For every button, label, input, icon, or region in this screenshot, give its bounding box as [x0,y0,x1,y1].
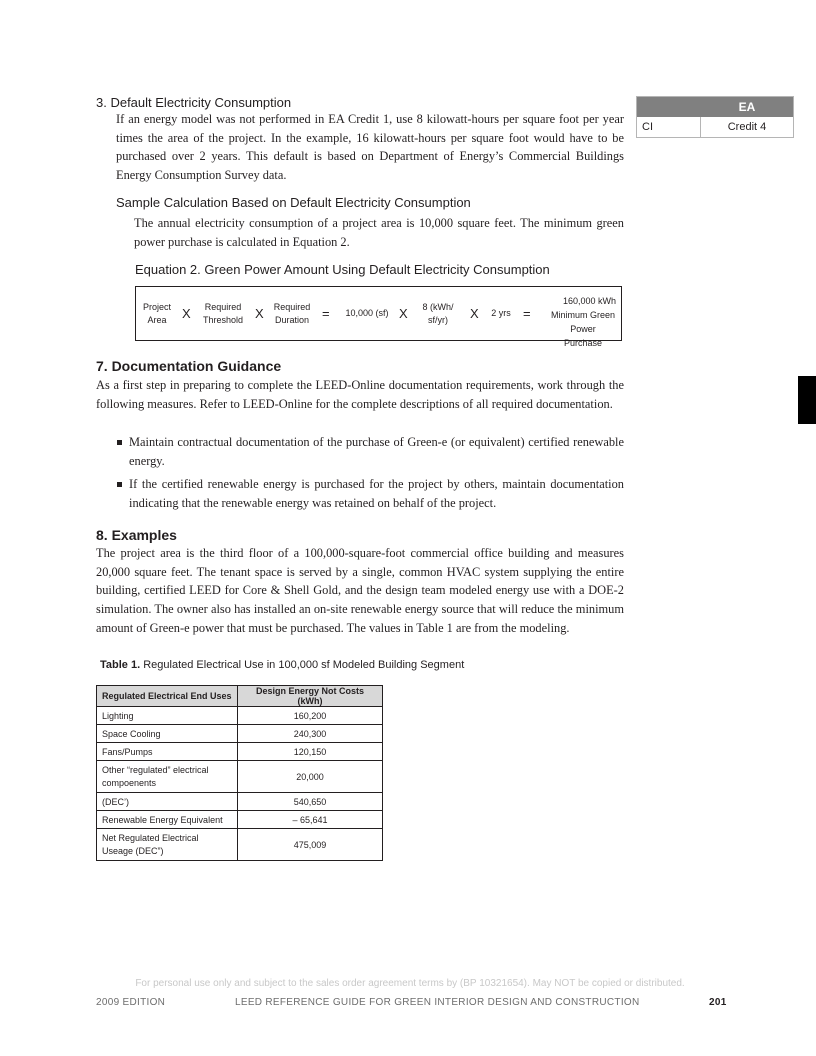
sample-calculation-heading: Sample Calculation Based on Default Electricity Consumption [116,195,471,210]
equation-value-area: 10,000 (sf) [345,308,389,318]
bullet-item-1: Maintain contractual documentation of the purchase of Green-e (or equivalent) certified renewable energy. [129,433,624,470]
section-7-heading: 7. Documentation Guidance [96,358,282,374]
footer-edition: 2009 EDITION [96,997,166,1008]
table-row: Space Cooling 240,300 [97,725,383,743]
equation-term-required-threshold: Required Threshold [202,302,244,325]
equation-term-project-area: Project Area [142,302,171,325]
equation-multiply-1: X [182,306,191,321]
section-3-paragraph: If an energy model was not performed in EA Credit 1, use 8 kilowatt-hours per square foot per year times the area of the project. In the example, 16 kilowatt-hours per square foot would have to be purchased over 2 years. This default is based on Department of Energy’s Commercial Buildings Energy Consumption Survey data. [116,112,624,183]
table-caption: Table 1. Regulated Electrical Use in 100,000 sf Modeled Building Segment [100,659,465,671]
equation-multiply-2: X [255,306,264,321]
table-row: Renewable Energy Equivalent – 65,641 [97,811,383,829]
copyright-watermark: For personal use only and subject to the sales order agreement terms by (BP 10321654). May NOT be copied or distributed. [135,978,685,989]
table-row: Net Regulated Electrical Useage (DEC”) 475,009 [97,829,383,861]
equation-box [135,286,622,348]
table-row: Lighting 160,200 [97,707,383,725]
credit-tab-value: Credit 4 [727,121,767,133]
bullet-item-2: If the certified renewable energy is purchased for the project by others, maintain documentation indicating that the renewable energy was retained on behalf of the project. [129,475,624,512]
section-8-heading: 8. Examples [96,527,177,543]
bullet-marker [117,440,122,445]
equation-multiply-4: X [470,306,479,321]
equation-multiply-3: X [399,306,408,321]
equation-term-required-duration: Required Duration [273,302,311,325]
equation-value-years: 2 yrs [491,308,511,318]
bullet-marker [117,482,122,487]
section-3-heading: 3. Default Electricity Consumption [96,95,292,110]
equation-equals-1: = [322,306,330,321]
table-row: (DEC’) 540,650 [97,793,383,811]
credit-tab-label: CI [637,117,701,137]
energy-use-table [96,685,383,861]
section-8-paragraph: The project area is the third floor of a 100,000-square-foot commercial office building and measures 20,000 square feet. The tenant space is served by a single, common HVAC system supplying the entire building, certified LEED for Core & Shell Gold, and the design team modeled energy use with a DOE-2 simulation. The owner also has installed an on-site renewable energy source that will reduce the minimum amount of Green-e power that must be purchased. The values in Table 1 are from the modeling. [96,546,624,635]
sample-calculation-paragraph: The annual electricity consumption of a project area is 10,000 square feet. The minimum green power purchase is calculated in Equation 2. [134,216,624,249]
page-number: 201 [709,997,727,1008]
table-row: Other “regulated” electrical compoenents 20,000 [97,761,383,793]
equation-result: 160,000 kWh Minimum Green Power Purchase [550,296,616,348]
credit-tab-header: EA [637,97,793,117]
section-thumb-tab [798,376,816,424]
table-row: Fans/Pumps 120,150 [97,743,383,761]
equation-value-rate: 8 (kWh/ sf/yr) [422,302,454,325]
credit-tab-table [636,96,794,138]
table-header-design-energy: Design Energy Not Costs (kWh) [238,686,383,707]
section-7-paragraph: As a first step in preparing to complete the LEED-Online documentation requirements, work through the following measures. Refer to LEED-Online for the complete descriptions of all required documentation. [96,378,624,411]
equation-equals-2: = [523,306,531,321]
equation-title: Equation 2. Green Power Amount Using Default Electricity Consumption [135,262,550,277]
footer-guide-title: LEED REFERENCE GUIDE FOR GREEN INTERIOR DESIGN AND CONSTRUCTION [235,997,640,1008]
table-header-end-uses: Regulated Electrical End Uses [97,686,238,707]
